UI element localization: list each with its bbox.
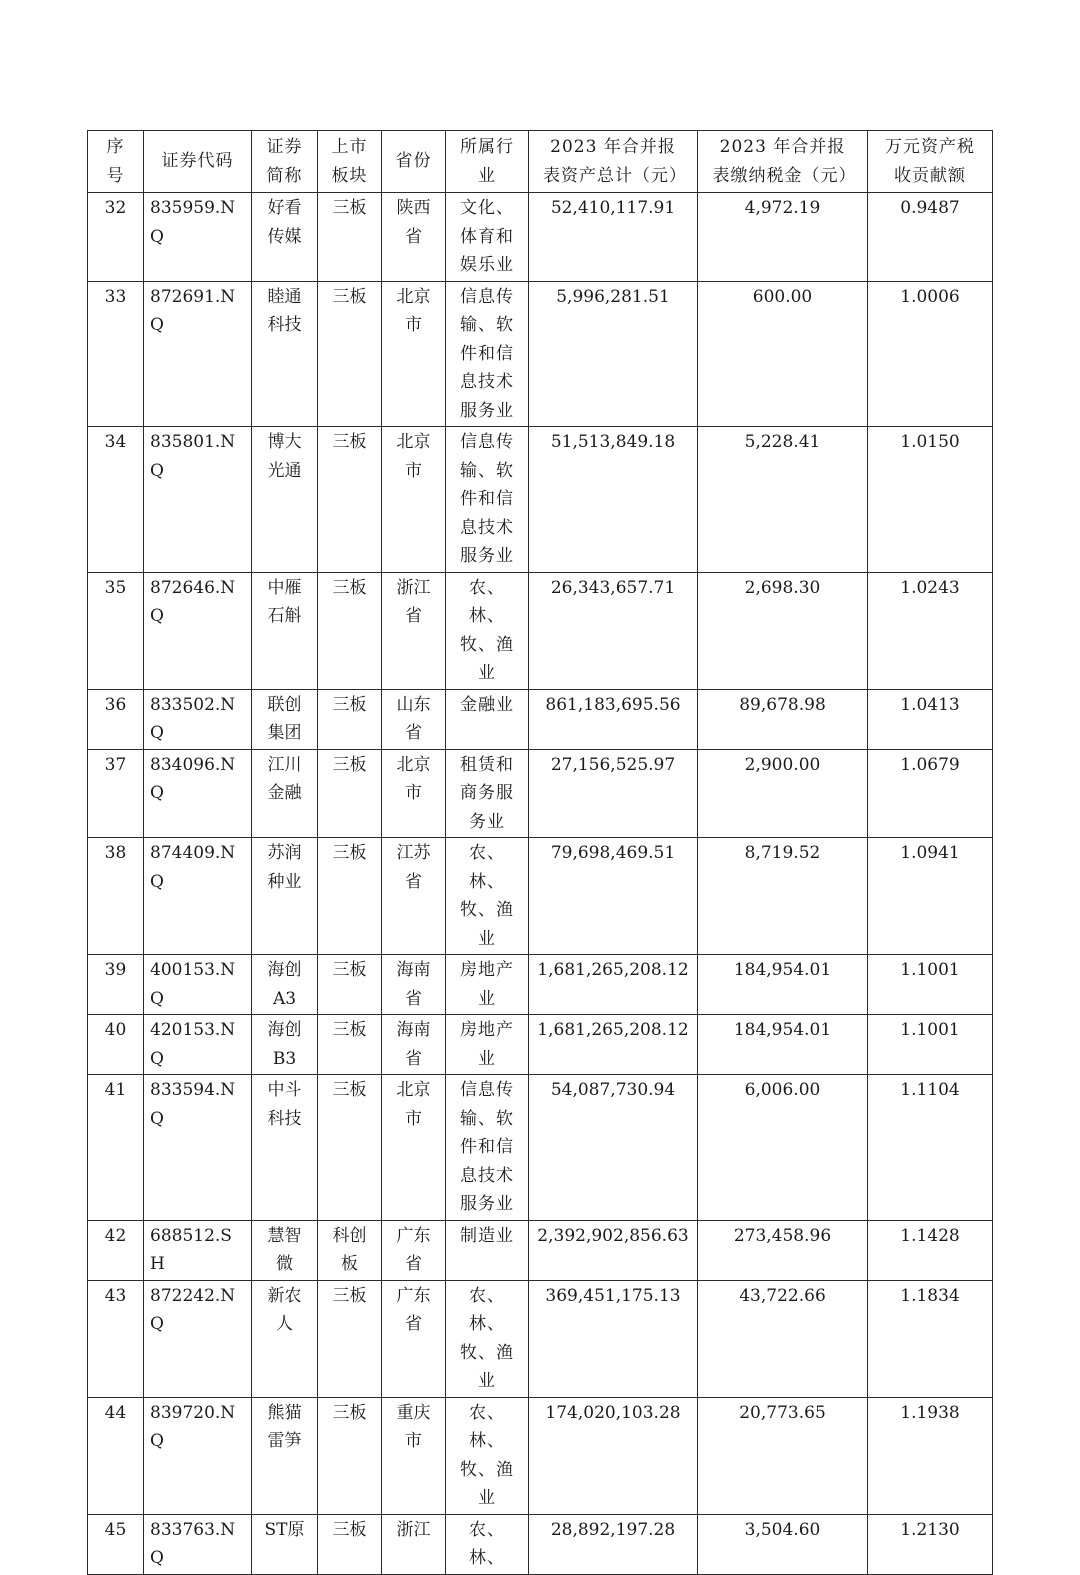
security-name-cell: 博大光通	[252, 427, 318, 573]
table-row	[88, 955, 993, 1015]
seq-cell: 34	[88, 427, 144, 573]
province-cell: 重庆市	[382, 1397, 446, 1514]
header-cell-name: 证券简称	[252, 131, 318, 193]
industry-cell: 房地产业	[446, 955, 529, 1015]
listing-board-cell: 科创板	[318, 1220, 382, 1280]
province-cell: 浙江	[382, 1514, 446, 1574]
listing-board-cell: 三板	[318, 193, 382, 282]
tax-per-asset-cell: 1.0413	[868, 689, 993, 749]
security-code-cell: 420153.NQ	[144, 1015, 252, 1075]
tax-paid-cell: 8,719.52	[698, 838, 868, 955]
industry-cell: 金融业	[446, 689, 529, 749]
seq-cell: 44	[88, 1397, 144, 1514]
industry-cell: 农、林、牧、渔业	[446, 572, 529, 689]
header-cell-industry: 所属行业	[446, 131, 529, 193]
security-name-cell: 海创B3	[252, 1015, 318, 1075]
total-assets-cell: 51,513,849.18	[529, 427, 698, 573]
security-code-cell: 835801.NQ	[144, 427, 252, 573]
listing-board-cell: 三板	[318, 1075, 382, 1221]
table-row	[88, 1075, 993, 1221]
security-name-cell: 新农人	[252, 1280, 318, 1397]
tax-per-asset-cell: 1.1001	[868, 955, 993, 1015]
seq-cell: 39	[88, 955, 144, 1015]
industry-cell: 房地产业	[446, 1015, 529, 1075]
seq-cell: 32	[88, 193, 144, 282]
industry-cell: 信息传输、软件和信息技术服务业	[446, 1075, 529, 1221]
listing-board-cell: 三板	[318, 572, 382, 689]
security-code-cell: 833763.NQ	[144, 1514, 252, 1574]
industry-cell: 信息传输、软件和信息技术服务业	[446, 427, 529, 573]
security-code-cell: 400153.NQ	[144, 955, 252, 1015]
total-assets-cell: 861,183,695.56	[529, 689, 698, 749]
tax-paid-cell: 2,698.30	[698, 572, 868, 689]
security-code-cell: 688512.SH	[144, 1220, 252, 1280]
total-assets-cell: 54,087,730.94	[529, 1075, 698, 1221]
tax-paid-cell: 2,900.00	[698, 749, 868, 838]
industry-cell: 农、林、牧、渔业	[446, 1397, 529, 1514]
table-row	[88, 572, 993, 689]
seq-cell: 33	[88, 281, 144, 427]
tax-per-asset-cell: 1.0150	[868, 427, 993, 573]
tax-contribution-table	[87, 130, 993, 1575]
province-cell: 海南省	[382, 1015, 446, 1075]
tax-paid-cell: 3,504.60	[698, 1514, 868, 1574]
total-assets-cell: 174,020,103.28	[529, 1397, 698, 1514]
security-code-cell: 839720.NQ	[144, 1397, 252, 1514]
total-assets-cell: 1,681,265,208.12	[529, 1015, 698, 1075]
table-row	[88, 838, 993, 955]
tax-per-asset-cell: 1.1834	[868, 1280, 993, 1397]
seq-cell: 35	[88, 572, 144, 689]
province-cell: 浙江省	[382, 572, 446, 689]
tax-paid-cell: 20,773.65	[698, 1397, 868, 1514]
table-row	[88, 689, 993, 749]
tax-per-asset-cell: 1.0941	[868, 838, 993, 955]
tax-per-asset-cell: 1.1938	[868, 1397, 993, 1514]
province-cell: 广东省	[382, 1280, 446, 1397]
total-assets-cell: 2,392,902,856.63	[529, 1220, 698, 1280]
header-cell-seq: 序号	[88, 131, 144, 193]
total-assets-cell: 26,343,657.71	[529, 572, 698, 689]
tax-paid-cell: 600.00	[698, 281, 868, 427]
security-name-cell: 中斗科技	[252, 1075, 318, 1221]
security-code-cell: 834096.NQ	[144, 749, 252, 838]
listing-board-cell: 三板	[318, 1015, 382, 1075]
industry-cell: 农、林、牧、渔业	[446, 838, 529, 955]
header-cell-board: 上市板块	[318, 131, 382, 193]
table-row	[88, 427, 993, 573]
tax-paid-cell: 5,228.41	[698, 427, 868, 573]
listing-board-cell: 三板	[318, 689, 382, 749]
security-code-cell: 872242.NQ	[144, 1280, 252, 1397]
header-cell-province: 省份	[382, 131, 446, 193]
listing-board-cell: 三板	[318, 749, 382, 838]
seq-cell: 43	[88, 1280, 144, 1397]
seq-cell: 38	[88, 838, 144, 955]
tax-per-asset-cell: 1.0006	[868, 281, 993, 427]
security-name-cell: 苏润种业	[252, 838, 318, 955]
tax-per-asset-cell: 1.1428	[868, 1220, 993, 1280]
security-code-cell: 835959.NQ	[144, 193, 252, 282]
province-cell: 山东省	[382, 689, 446, 749]
security-name-cell: 中雁石斛	[252, 572, 318, 689]
security-code-cell: 872691.NQ	[144, 281, 252, 427]
seq-cell: 40	[88, 1015, 144, 1075]
security-code-cell: 872646.NQ	[144, 572, 252, 689]
tax-paid-cell: 184,954.01	[698, 955, 868, 1015]
tax-paid-cell: 184,954.01	[698, 1015, 868, 1075]
listing-board-cell: 三板	[318, 1397, 382, 1514]
seq-cell: 36	[88, 689, 144, 749]
tax-paid-cell: 6,006.00	[698, 1075, 868, 1221]
total-assets-cell: 369,451,175.13	[529, 1280, 698, 1397]
table-header-row	[88, 131, 993, 193]
total-assets-cell: 1,681,265,208.12	[529, 955, 698, 1015]
province-cell: 北京市	[382, 749, 446, 838]
total-assets-cell: 28,892,197.28	[529, 1514, 698, 1574]
tax-per-asset-cell: 1.0243	[868, 572, 993, 689]
listing-board-cell: 三板	[318, 427, 382, 573]
tax-per-asset-cell: 1.2130	[868, 1514, 993, 1574]
province-cell: 北京市	[382, 1075, 446, 1221]
header-cell-assets: 2023 年合并报表资产总计（元）	[529, 131, 698, 193]
total-assets-cell: 52,410,117.91	[529, 193, 698, 282]
header-cell-code: 证券代码	[144, 131, 252, 193]
listing-board-cell: 三板	[318, 955, 382, 1015]
header-cell-tax: 2023 年合并报表缴纳税金（元）	[698, 131, 868, 193]
tax-per-asset-cell: 1.1001	[868, 1015, 993, 1075]
seq-cell: 41	[88, 1075, 144, 1221]
tax-paid-cell: 4,972.19	[698, 193, 868, 282]
table-body	[88, 193, 993, 1575]
security-name-cell: 海创A3	[252, 955, 318, 1015]
tax-per-asset-cell: 1.0679	[868, 749, 993, 838]
total-assets-cell: 5,996,281.51	[529, 281, 698, 427]
table-row	[88, 1514, 993, 1574]
seq-cell: 42	[88, 1220, 144, 1280]
province-cell: 北京市	[382, 281, 446, 427]
listing-board-cell: 三板	[318, 1514, 382, 1574]
table-row	[88, 1015, 993, 1075]
tax-per-asset-cell: 1.1104	[868, 1075, 993, 1221]
province-cell: 北京市	[382, 427, 446, 573]
security-name-cell: 联创集团	[252, 689, 318, 749]
industry-cell: 农、林、牧、渔业	[446, 1280, 529, 1397]
security-name-cell: 慧智微	[252, 1220, 318, 1280]
province-cell: 海南省	[382, 955, 446, 1015]
listing-board-cell: 三板	[318, 281, 382, 427]
security-name-cell: 熊猫雷笋	[252, 1397, 318, 1514]
province-cell: 广东省	[382, 1220, 446, 1280]
total-assets-cell: 27,156,525.97	[529, 749, 698, 838]
table-row	[88, 1220, 993, 1280]
security-name-cell: ST原	[252, 1514, 318, 1574]
tax-per-asset-cell: 0.9487	[868, 193, 993, 282]
security-name-cell: 睦通科技	[252, 281, 318, 427]
industry-cell: 农、林、	[446, 1514, 529, 1574]
industry-cell: 文化、体育和娱乐业	[446, 193, 529, 282]
listing-board-cell: 三板	[318, 1280, 382, 1397]
industry-cell: 信息传输、软件和信息技术服务业	[446, 281, 529, 427]
industry-cell: 租赁和商务服务业	[446, 749, 529, 838]
province-cell: 江苏省	[382, 838, 446, 955]
security-code-cell: 874409.NQ	[144, 838, 252, 955]
tax-paid-cell: 43,722.66	[698, 1280, 868, 1397]
security-name-cell: 江川金融	[252, 749, 318, 838]
tax-paid-cell: 89,678.98	[698, 689, 868, 749]
seq-cell: 37	[88, 749, 144, 838]
header-cell-ratio: 万元资产税收贡献额	[868, 131, 993, 193]
table-row	[88, 749, 993, 838]
security-name-cell: 好看传媒	[252, 193, 318, 282]
seq-cell: 45	[88, 1514, 144, 1574]
listing-board-cell: 三板	[318, 838, 382, 955]
total-assets-cell: 79,698,469.51	[529, 838, 698, 955]
table-row	[88, 1280, 993, 1397]
table-row	[88, 1397, 993, 1514]
security-code-cell: 833594.NQ	[144, 1075, 252, 1221]
table-row	[88, 281, 993, 427]
table-row	[88, 193, 993, 282]
security-code-cell: 833502.NQ	[144, 689, 252, 749]
industry-cell: 制造业	[446, 1220, 529, 1280]
tax-paid-cell: 273,458.96	[698, 1220, 868, 1280]
province-cell: 陕西省	[382, 193, 446, 282]
